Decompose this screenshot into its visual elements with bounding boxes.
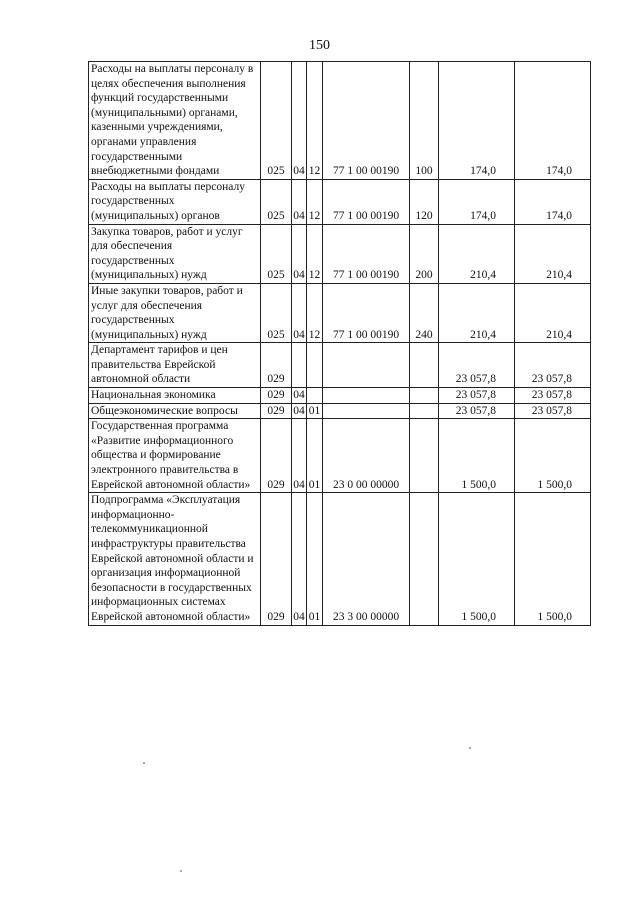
ministry-code: 029 (261, 419, 292, 493)
ministry-code: 025 (261, 283, 292, 342)
expense-type-code (410, 343, 439, 388)
target-article-code: 77 1 00 00190 (323, 62, 410, 180)
expense-type-code (410, 493, 439, 625)
amount-1: 1 500,0 (439, 493, 515, 625)
ministry-code: 029 (261, 388, 292, 404)
table-row (89, 179, 591, 224)
amount-2: 23 057,8 (515, 403, 591, 419)
row-name: Расходы на выплаты персоналу государственных (муниципальных) органов (89, 179, 261, 224)
subsection-code: 12 (307, 283, 323, 342)
amount-1: 174,0 (439, 62, 515, 180)
row-name: Иные закупки товаров, работ и услуг для обеспечения государственных (муниципальных) нужд (89, 283, 261, 342)
scan-speck (143, 762, 145, 764)
amount-2: 210,4 (515, 283, 591, 342)
table-row (89, 62, 591, 180)
expense-type-code: 240 (410, 283, 439, 342)
row-name: Подпрограмма «Эксплуатация информационно-телекоммуникационной инфраструктуры правительства Еврейской автономной области и организация информационной безопасности в государственных информационных системах Еврейской автономной области» (89, 493, 261, 625)
row-name: Государственная программа «Развитие информационного общества и формирование электронного правительства в Еврейской автономной области» (89, 419, 261, 493)
amount-1: 1 500,0 (439, 419, 515, 493)
scan-speck (469, 747, 471, 749)
section-code: 04 (292, 179, 307, 224)
subsection-code: 12 (307, 179, 323, 224)
amount-2: 1 500,0 (515, 419, 591, 493)
amount-1: 23 057,8 (439, 388, 515, 404)
section-code: 04 (292, 419, 307, 493)
amount-1: 174,0 (439, 179, 515, 224)
section-code: 04 (292, 388, 307, 404)
section-code: 04 (292, 493, 307, 625)
ministry-code: 029 (261, 343, 292, 388)
subsection-code (307, 388, 323, 404)
row-name: Общеэкономические вопросы (89, 403, 261, 419)
expense-type-code (410, 419, 439, 493)
expense-type-code: 120 (410, 179, 439, 224)
subsection-code: 12 (307, 62, 323, 180)
table-row (89, 493, 591, 625)
amount-2: 1 500,0 (515, 493, 591, 625)
table-body (89, 62, 591, 626)
amount-2: 174,0 (515, 62, 591, 180)
ministry-code: 029 (261, 403, 292, 419)
section-code (292, 343, 307, 388)
row-name: Национальная экономика (89, 388, 261, 404)
target-article-code: 23 0 00 00000 (323, 419, 410, 493)
table-row (89, 419, 591, 493)
amount-1: 210,4 (439, 224, 515, 283)
row-name: Департамент тарифов и цен правительства Еврейской автономной области (89, 343, 261, 388)
section-code: 04 (292, 403, 307, 419)
scan-speck (180, 870, 182, 872)
expense-type-code (410, 388, 439, 404)
subsection-code: 01 (307, 419, 323, 493)
budget-table (88, 61, 591, 626)
amount-1: 23 057,8 (439, 343, 515, 388)
amount-1: 210,4 (439, 283, 515, 342)
ministry-code: 025 (261, 62, 292, 180)
amount-2: 174,0 (515, 179, 591, 224)
ministry-code: 029 (261, 493, 292, 625)
expense-type-code: 100 (410, 62, 439, 180)
target-article-code: 77 1 00 00190 (323, 179, 410, 224)
amount-2: 210,4 (515, 224, 591, 283)
page-number: 150 (309, 38, 330, 53)
target-article-code (323, 388, 410, 404)
subsection-code (307, 343, 323, 388)
amount-1: 23 057,8 (439, 403, 515, 419)
subsection-code: 12 (307, 224, 323, 283)
table-row (89, 283, 591, 342)
section-code: 04 (292, 224, 307, 283)
target-article-code: 23 3 00 00000 (323, 493, 410, 625)
ministry-code: 025 (261, 224, 292, 283)
subsection-code: 01 (307, 403, 323, 419)
table-row (89, 388, 591, 404)
target-article-code (323, 403, 410, 419)
row-name: Закупка товаров, работ и услуг для обеспечения государственных (муниципальных) нужд (89, 224, 261, 283)
section-code: 04 (292, 62, 307, 180)
expense-type-code (410, 403, 439, 419)
section-code: 04 (292, 283, 307, 342)
target-article-code (323, 343, 410, 388)
expense-type-code: 200 (410, 224, 439, 283)
row-name: Расходы на выплаты персоналу в целях обеспечения выполнения функций государственными (муниципальными) органами, казенными учреждениями, органами управления государственными внебюджетными фондами (89, 62, 261, 180)
target-article-code: 77 1 00 00190 (323, 283, 410, 342)
table-row (89, 343, 591, 388)
amount-2: 23 057,8 (515, 388, 591, 404)
target-article-code: 77 1 00 00190 (323, 224, 410, 283)
amount-2: 23 057,8 (515, 343, 591, 388)
table-row (89, 403, 591, 419)
table-row (89, 224, 591, 283)
subsection-code: 01 (307, 493, 323, 625)
ministry-code: 025 (261, 179, 292, 224)
